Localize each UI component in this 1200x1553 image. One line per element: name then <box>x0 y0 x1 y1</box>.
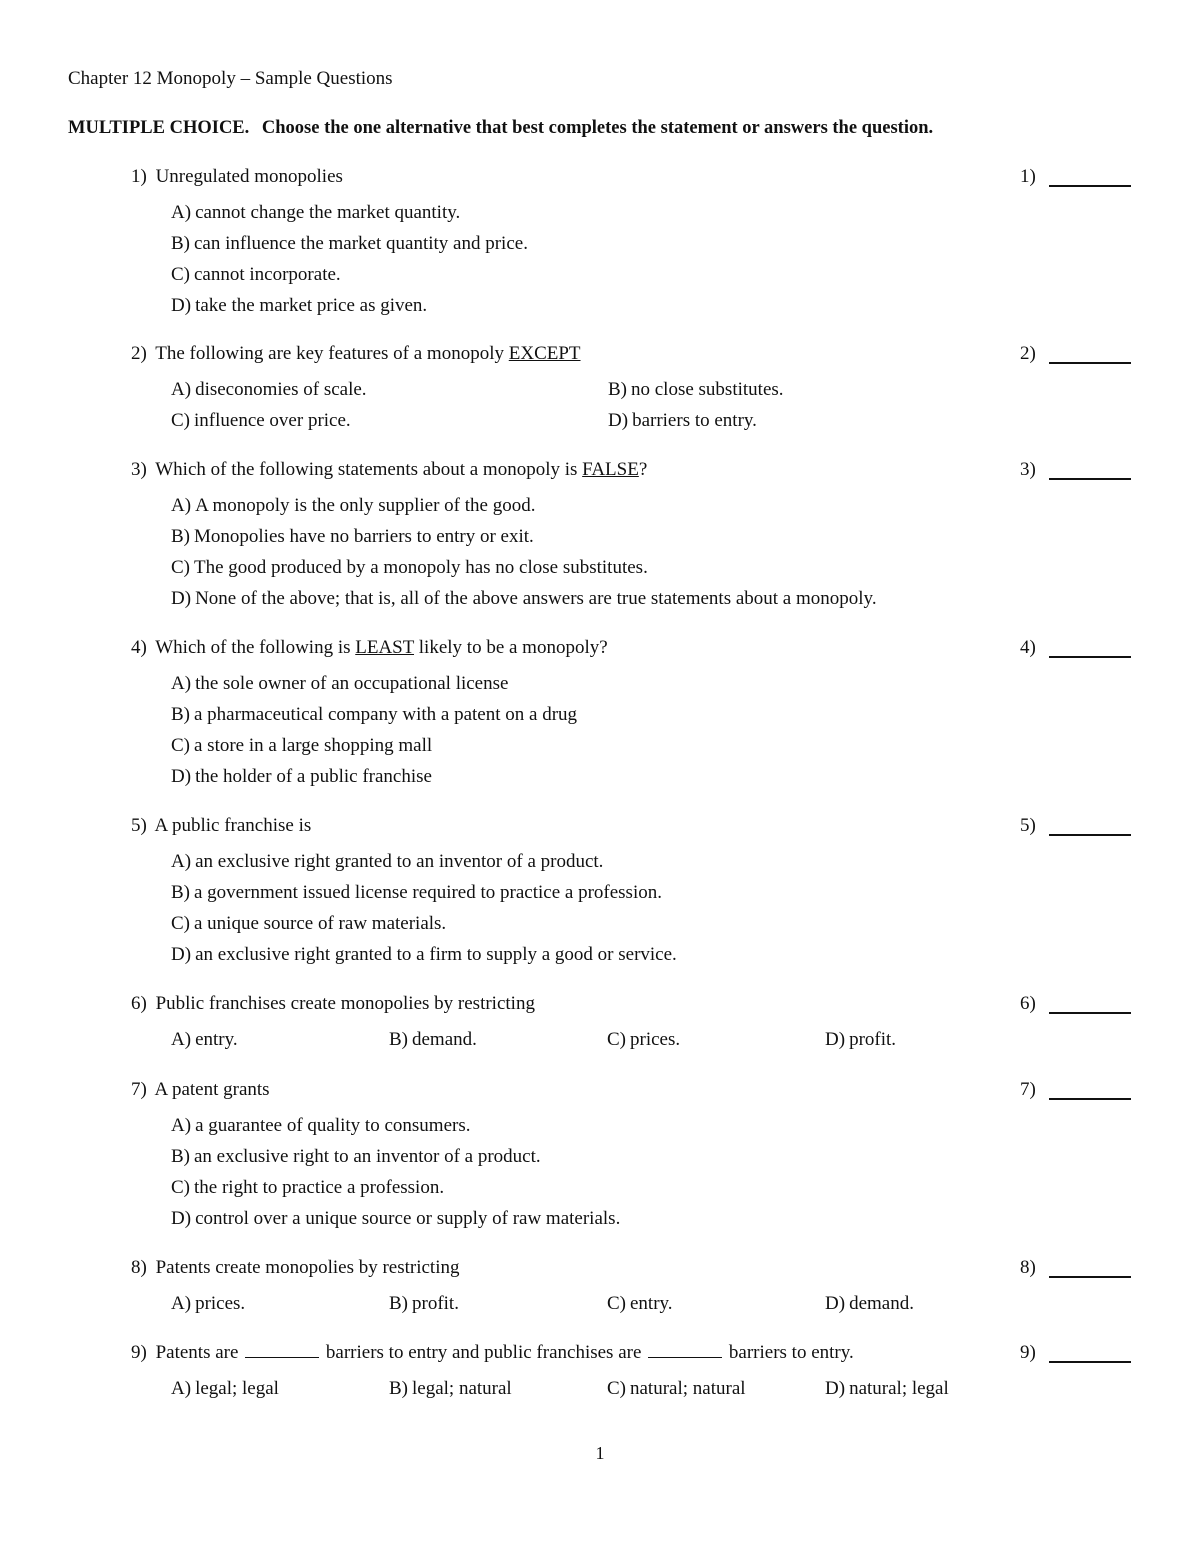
option-c <box>171 730 1071 761</box>
question-text: The following are key features of a monopoly <box>155 343 504 364</box>
option-letter: C) <box>171 410 190 431</box>
option-b <box>171 699 1071 730</box>
option-text: can influence the market quantity and price. <box>194 233 528 254</box>
option-text: None of the above; that is, all of the above answers are true statements about a monopoly. <box>195 588 877 609</box>
options-list <box>171 1110 1071 1234</box>
answer-label: 5) <box>1020 815 1036 836</box>
option-d <box>825 1288 1043 1319</box>
option-letter: C) <box>171 1177 190 1198</box>
option-b <box>171 521 1071 552</box>
option-letter: C) <box>171 913 190 934</box>
option-letter: B) <box>171 526 190 547</box>
answer-label: 8) <box>1020 1257 1036 1278</box>
question-number: 1) <box>131 166 147 187</box>
answer-slot[interactable] <box>1020 1257 1132 1283</box>
option-d <box>171 1203 1071 1234</box>
question-text-middle: barriers to entry and public franchises are <box>325 1342 642 1363</box>
option-letter: C) <box>607 1378 626 1399</box>
option-text: a unique source of raw materials. <box>194 913 447 934</box>
question-text: A public franchise is <box>154 815 312 836</box>
options-list <box>171 197 1071 321</box>
option-letter: D) <box>825 1378 846 1399</box>
question-text: Which of the following statements about a monopoly is <box>155 459 578 480</box>
option-letter: D) <box>171 944 192 965</box>
option-letter: D) <box>171 588 192 609</box>
question-text: Unregulated monopolies <box>155 166 343 187</box>
answer-label: 6) <box>1020 993 1036 1014</box>
option-text: natural; natural <box>630 1378 746 1399</box>
question-number: 5) <box>131 815 147 836</box>
option-text: legal; legal <box>195 1378 279 1399</box>
answer-blank[interactable] <box>1049 656 1131 658</box>
option-d <box>608 405 1045 436</box>
options-list <box>171 1373 1071 1404</box>
question-emphasis: FALSE <box>582 459 639 480</box>
question-number: 3) <box>131 459 147 480</box>
answer-slot[interactable] <box>1020 815 1132 841</box>
option-text: an exclusive right granted to a firm to supply a good or service. <box>195 944 677 965</box>
answer-label: 9) <box>1020 1342 1036 1363</box>
options-list <box>171 374 1071 436</box>
question-stem <box>131 1342 854 1364</box>
question-text-end: likely to be a monopoly? <box>418 637 608 658</box>
option-a <box>171 846 1071 877</box>
option-text: legal; natural <box>412 1378 512 1399</box>
question-emphasis: LEAST <box>355 637 415 658</box>
option-text: influence over price. <box>194 410 351 431</box>
question-text: Which of the following is <box>155 637 351 658</box>
option-letter: C) <box>607 1293 626 1314</box>
question-5 <box>131 815 1131 975</box>
option-letter: D) <box>171 1208 192 1229</box>
fill-in-blank <box>648 1343 722 1358</box>
option-letter: A) <box>171 851 192 872</box>
option-a <box>171 490 1071 521</box>
option-text: the sole owner of an occupational license <box>195 673 509 694</box>
option-text: cannot change the market quantity. <box>195 202 461 223</box>
answer-slot[interactable] <box>1020 993 1132 1019</box>
option-letter: A) <box>171 1029 192 1050</box>
option-letter: A) <box>171 1293 192 1314</box>
page-title: Chapter 12 Monopoly – Sample Questions <box>68 68 393 89</box>
question-stem <box>131 343 581 365</box>
option-d <box>171 939 1071 970</box>
option-text: Monopolies have no barriers to entry or exit. <box>194 526 534 547</box>
option-letter: C) <box>171 557 190 578</box>
answer-slot[interactable] <box>1020 637 1132 663</box>
option-a <box>171 374 608 405</box>
options-list <box>171 1288 1071 1319</box>
question-number: 7) <box>131 1079 147 1100</box>
option-d <box>825 1024 1043 1055</box>
option-letter: A) <box>171 495 192 516</box>
option-d <box>171 583 1071 614</box>
option-text: profit. <box>849 1029 897 1050</box>
answer-blank[interactable] <box>1049 478 1131 480</box>
option-letter: B) <box>389 1029 408 1050</box>
question-number: 8) <box>131 1257 147 1278</box>
option-a <box>171 1024 389 1055</box>
answer-blank[interactable] <box>1049 1276 1131 1278</box>
options-list <box>171 490 1071 614</box>
option-b <box>608 374 1045 405</box>
instructions-text: Choose the one alternative that best completes the statement or answers the question. <box>261 118 934 138</box>
option-letter: A) <box>171 673 192 694</box>
option-text: the holder of a public franchise <box>195 766 432 787</box>
answer-label: 2) <box>1020 343 1036 364</box>
option-text: The good produced by a monopoly has no close substitutes. <box>194 557 648 578</box>
option-c <box>171 405 608 436</box>
option-letter: C) <box>171 264 190 285</box>
option-text: demand. <box>412 1029 477 1050</box>
question-stem <box>131 637 608 659</box>
question-stem <box>131 993 535 1015</box>
option-letter: B) <box>171 704 190 725</box>
option-a <box>171 1110 1071 1141</box>
option-b <box>171 877 1071 908</box>
option-letter: B) <box>389 1378 408 1399</box>
instructions-lead: MULTIPLE CHOICE. <box>68 118 250 138</box>
option-text: a store in a large shopping mall <box>194 735 433 756</box>
page-number: 1 <box>595 1443 605 1463</box>
question-text-end: barriers to entry. <box>728 1342 854 1363</box>
option-letter: A) <box>171 1115 192 1136</box>
question-9 <box>131 1342 1131 1502</box>
question-stem <box>131 1079 270 1101</box>
question-stem <box>131 166 343 188</box>
option-c <box>607 1288 825 1319</box>
option-text: take the market price as given. <box>195 295 428 316</box>
option-text: an exclusive right granted to an inventor of a product. <box>195 851 604 872</box>
option-letter: D) <box>171 295 192 316</box>
option-c <box>171 259 1071 290</box>
option-text: profit. <box>412 1293 459 1314</box>
option-text: the right to practice a profession. <box>194 1177 445 1198</box>
option-letter: B) <box>171 233 190 254</box>
question-text: Public franchises create monopolies by restricting <box>155 993 535 1014</box>
option-b <box>171 228 1071 259</box>
option-text: diseconomies of scale. <box>195 379 367 400</box>
option-b <box>171 1141 1071 1172</box>
answer-slot[interactable] <box>1020 166 1132 192</box>
answer-label: 3) <box>1020 459 1036 480</box>
answer-slot[interactable] <box>1020 1079 1132 1105</box>
question-stem <box>131 459 647 481</box>
options-list <box>171 846 1071 970</box>
question-text: Patents create monopolies by restricting <box>155 1257 460 1278</box>
option-text: an exclusive right to an inventor of a product. <box>194 1146 541 1167</box>
option-text: control over a unique source or supply of raw materials. <box>195 1208 621 1229</box>
answer-slot[interactable] <box>1020 343 1132 369</box>
answer-label: 7) <box>1020 1079 1036 1100</box>
option-d <box>171 290 1071 321</box>
fill-in-blank <box>245 1343 319 1358</box>
option-c <box>171 1172 1071 1203</box>
answer-blank[interactable] <box>1049 1012 1131 1014</box>
option-letter: B) <box>389 1293 408 1314</box>
question-7 <box>131 1079 1131 1239</box>
option-letter: A) <box>171 1378 192 1399</box>
option-c <box>171 552 1071 583</box>
question-4 <box>131 637 1131 797</box>
option-text: A monopoly is the only supplier of the good. <box>195 495 536 516</box>
option-text: prices. <box>195 1293 246 1314</box>
question-text: Patents are <box>155 1342 239 1363</box>
question-stem <box>131 1257 460 1279</box>
answer-blank[interactable] <box>1049 1098 1131 1100</box>
option-text: a pharmaceutical company with a patent on a drug <box>194 704 578 725</box>
answer-label: 1) <box>1020 166 1036 187</box>
option-text: a government issued license required to practice a profession. <box>194 882 662 903</box>
question-text-end: ? <box>638 459 648 480</box>
option-text: barriers to entry. <box>632 410 757 431</box>
option-letter: D) <box>608 410 629 431</box>
option-letter: C) <box>607 1029 626 1050</box>
answer-blank[interactable] <box>1049 362 1131 364</box>
option-text: cannot incorporate. <box>194 264 341 285</box>
instructions <box>68 118 933 139</box>
options-list <box>171 668 1071 792</box>
question-1 <box>131 166 1131 326</box>
option-c <box>607 1373 825 1404</box>
option-letter: D) <box>825 1293 846 1314</box>
option-text: natural; legal <box>849 1378 949 1399</box>
option-d <box>825 1373 1043 1404</box>
option-d <box>171 761 1071 792</box>
option-text: a guarantee of quality to consumers. <box>195 1115 471 1136</box>
question-number: 4) <box>131 637 147 658</box>
options-list <box>171 1024 1071 1055</box>
option-letter: B) <box>171 1146 190 1167</box>
option-c <box>607 1024 825 1055</box>
option-b <box>389 1024 607 1055</box>
option-letter: B) <box>171 882 190 903</box>
option-text: demand. <box>849 1293 914 1314</box>
option-text: prices. <box>630 1029 681 1050</box>
answer-blank[interactable] <box>1049 1361 1131 1363</box>
answer-blank[interactable] <box>1049 185 1131 187</box>
question-stem <box>131 815 311 837</box>
question-emphasis: EXCEPT <box>508 343 581 364</box>
option-c <box>171 908 1071 939</box>
option-a <box>171 1288 389 1319</box>
option-letter: A) <box>171 202 192 223</box>
option-a <box>171 668 1071 699</box>
option-letter: D) <box>171 766 192 787</box>
answer-label: 4) <box>1020 637 1036 658</box>
option-text: entry. <box>195 1029 238 1050</box>
option-a <box>171 1373 389 1404</box>
option-b <box>389 1288 607 1319</box>
option-letter: A) <box>171 379 192 400</box>
answer-slot[interactable] <box>1020 1342 1132 1368</box>
question-number: 9) <box>131 1342 147 1363</box>
question-number: 2) <box>131 343 147 364</box>
question-number: 6) <box>131 993 147 1014</box>
option-letter: B) <box>608 379 627 400</box>
question-text: A patent grants <box>154 1079 270 1100</box>
option-b <box>389 1373 607 1404</box>
answer-blank[interactable] <box>1049 834 1131 836</box>
option-a <box>171 197 1071 228</box>
option-letter: D) <box>825 1029 846 1050</box>
option-text: no close substitutes. <box>631 379 784 400</box>
option-text: entry. <box>630 1293 673 1314</box>
answer-slot[interactable] <box>1020 459 1132 485</box>
option-letter: C) <box>171 735 190 756</box>
question-3 <box>131 459 1131 619</box>
